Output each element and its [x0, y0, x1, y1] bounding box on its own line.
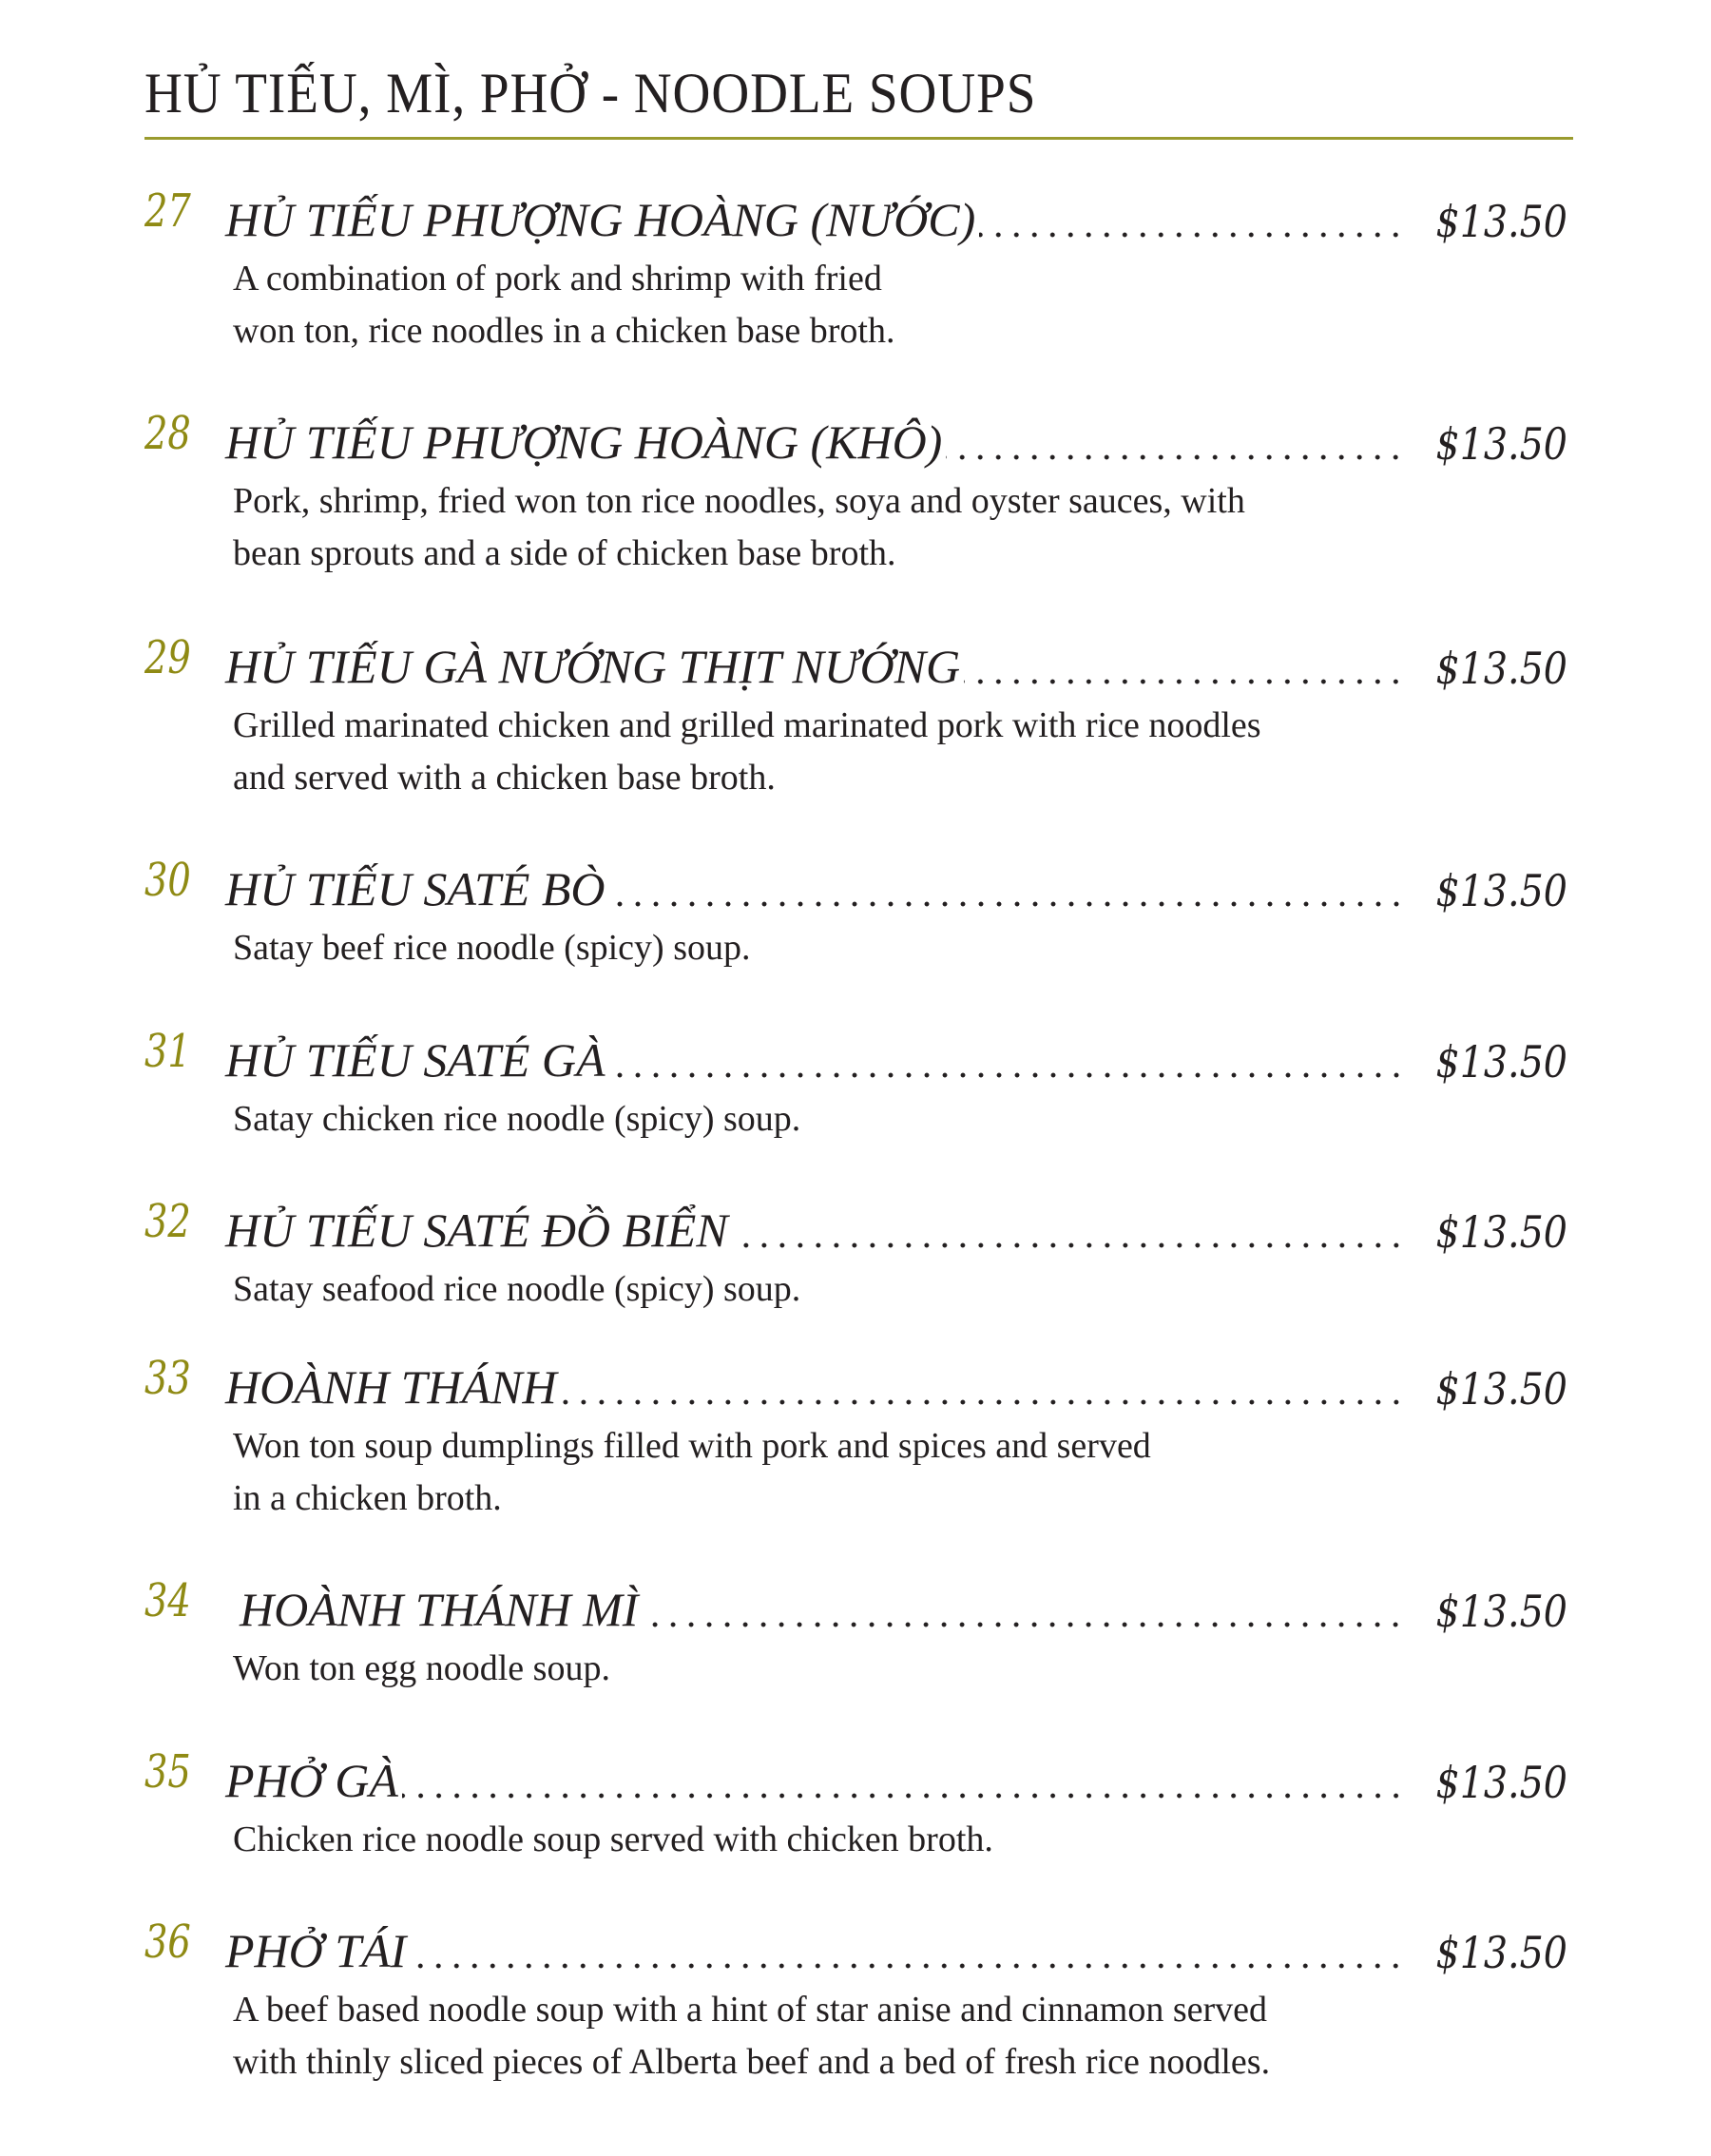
item-description: [233, 1984, 1564, 2089]
dot-leader: [402, 1793, 1405, 1799]
menu-item-header: [0, 186, 1711, 253]
menu-item-header: [0, 1354, 1711, 1420]
item-name: HỦ TIẾU PHƯỢNG HOÀNG (NƯỚC): [225, 193, 976, 246]
item-name: PHỞ TÁI: [225, 1924, 407, 1977]
item-leader-row: [225, 1917, 1567, 1978]
dot-leader: [609, 901, 1406, 907]
item-number: 31: [144, 1025, 191, 1078]
item-description: [233, 700, 1564, 804]
item-number: 35: [144, 1745, 191, 1799]
item-description: [233, 922, 1564, 974]
item-price: $13.50: [1435, 865, 1567, 916]
item-leader-row: [225, 186, 1567, 247]
item-number: 28: [144, 407, 191, 460]
dot-leader: [946, 454, 1405, 460]
item-number: 32: [144, 1195, 191, 1248]
item-description: [233, 1093, 1564, 1145]
item-leader-row: [225, 856, 1567, 916]
item-price: $13.50: [1435, 1757, 1567, 1808]
item-leader-row: [225, 409, 1567, 470]
item-leader-row: [225, 1354, 1567, 1415]
item-description: [233, 1814, 1564, 1866]
item-leader-row: [240, 1576, 1567, 1637]
description-line: bean sprouts and a side of chicken base broth.: [233, 533, 896, 573]
item-name: HỦ TIẾU SATÉ ĐỒ BIỂN: [225, 1203, 728, 1257]
item-name: HỦ TIẾU SATÉ GÀ: [225, 1033, 606, 1087]
section-title: HỦ TIẾU, MÌ, PHỞ - NOODLE SOUPS: [144, 62, 1037, 125]
dot-leader: [609, 1072, 1406, 1078]
item-number: 30: [144, 854, 191, 907]
menu-item-header: [0, 1027, 1711, 1093]
menu-item-header: [0, 1747, 1711, 1814]
item-leader-row: [225, 1747, 1567, 1808]
item-name: PHỞ GÀ: [225, 1754, 398, 1807]
description-line: in a chicken broth.: [233, 1478, 502, 1518]
item-description: [233, 253, 1564, 357]
item-price: $13.50: [1435, 196, 1567, 247]
item-number: 27: [144, 184, 191, 238]
item-leader-row: [225, 1027, 1567, 1088]
item-name: HOÀNH THÁNH MÌ: [240, 1583, 639, 1636]
description-line: and served with a chicken base broth.: [233, 758, 776, 798]
description-line: Satay seafood rice noodle (spicy) soup.: [233, 1269, 801, 1309]
menu-item-header: [0, 409, 1711, 475]
description-line: Grilled marinated chicken and grilled marinated pork with rice noodles: [233, 705, 1261, 745]
item-name: HỦ TIẾU GÀ NƯỚNG THỊT NƯỚNG: [225, 640, 961, 693]
description-line: Won ton soup dumplings filled with pork and spices and served: [233, 1426, 1151, 1466]
item-name: HỦ TIẾU PHƯỢNG HOÀNG (KHÔ): [225, 415, 943, 469]
item-name: HOÀNH THÁNH: [225, 1360, 557, 1414]
item-number: 33: [144, 1352, 191, 1405]
item-price: $13.50: [1435, 643, 1567, 694]
title-divider: [144, 137, 1573, 140]
description-line: Satay beef rice noodle (spicy) soup.: [233, 928, 751, 968]
description-line: A beef based noodle soup with a hint of star anise and cinnamon served: [233, 1990, 1267, 2030]
item-number: 34: [144, 1574, 191, 1627]
dot-leader: [732, 1242, 1405, 1248]
item-price: $13.50: [1435, 1206, 1567, 1258]
dot-leader: [979, 232, 1405, 238]
description-line: Pork, shrimp, fried won ton rice noodles, soya and oyster sauces, with: [233, 481, 1245, 521]
dot-leader: [642, 1622, 1405, 1627]
menu-item-header: [0, 1197, 1711, 1263]
dot-leader: [410, 1963, 1405, 1969]
item-description: [233, 1263, 1564, 1316]
item-price: $13.50: [1435, 1036, 1567, 1088]
item-leader-row: [225, 1197, 1567, 1258]
description-line: Won ton egg noodle soup.: [233, 1648, 610, 1688]
item-price: $13.50: [1435, 1586, 1567, 1637]
description-line: A combination of pork and shrimp with fried: [233, 259, 882, 298]
menu-item-header: [0, 633, 1711, 700]
item-number: 29: [144, 631, 191, 684]
menu-item-header: [0, 856, 1711, 922]
menu-item-header: [0, 1576, 1711, 1643]
description-line: Chicken rice noodle soup served with chicken broth.: [233, 1819, 993, 1859]
item-leader-row: [225, 633, 1567, 694]
dot-leader: [964, 679, 1405, 684]
description-line: Satay chicken rice noodle (spicy) soup.: [233, 1099, 801, 1139]
menu-item-header: [0, 1917, 1711, 1984]
description-line: with thinly sliced pieces of Alberta beef and a bed of fresh rice noodles.: [233, 2042, 1271, 2082]
item-description: [233, 1643, 1564, 1695]
description-line: won ton, rice noodles in a chicken base broth.: [233, 311, 895, 351]
item-name: HỦ TIẾU SATÉ BÒ: [225, 862, 606, 915]
item-number: 36: [144, 1915, 191, 1969]
item-price: $13.50: [1435, 418, 1567, 470]
item-price: $13.50: [1435, 1363, 1567, 1415]
dot-leader: [561, 1399, 1405, 1405]
item-description: [233, 475, 1564, 580]
item-description: [233, 1420, 1564, 1525]
item-price: $13.50: [1435, 1927, 1567, 1978]
